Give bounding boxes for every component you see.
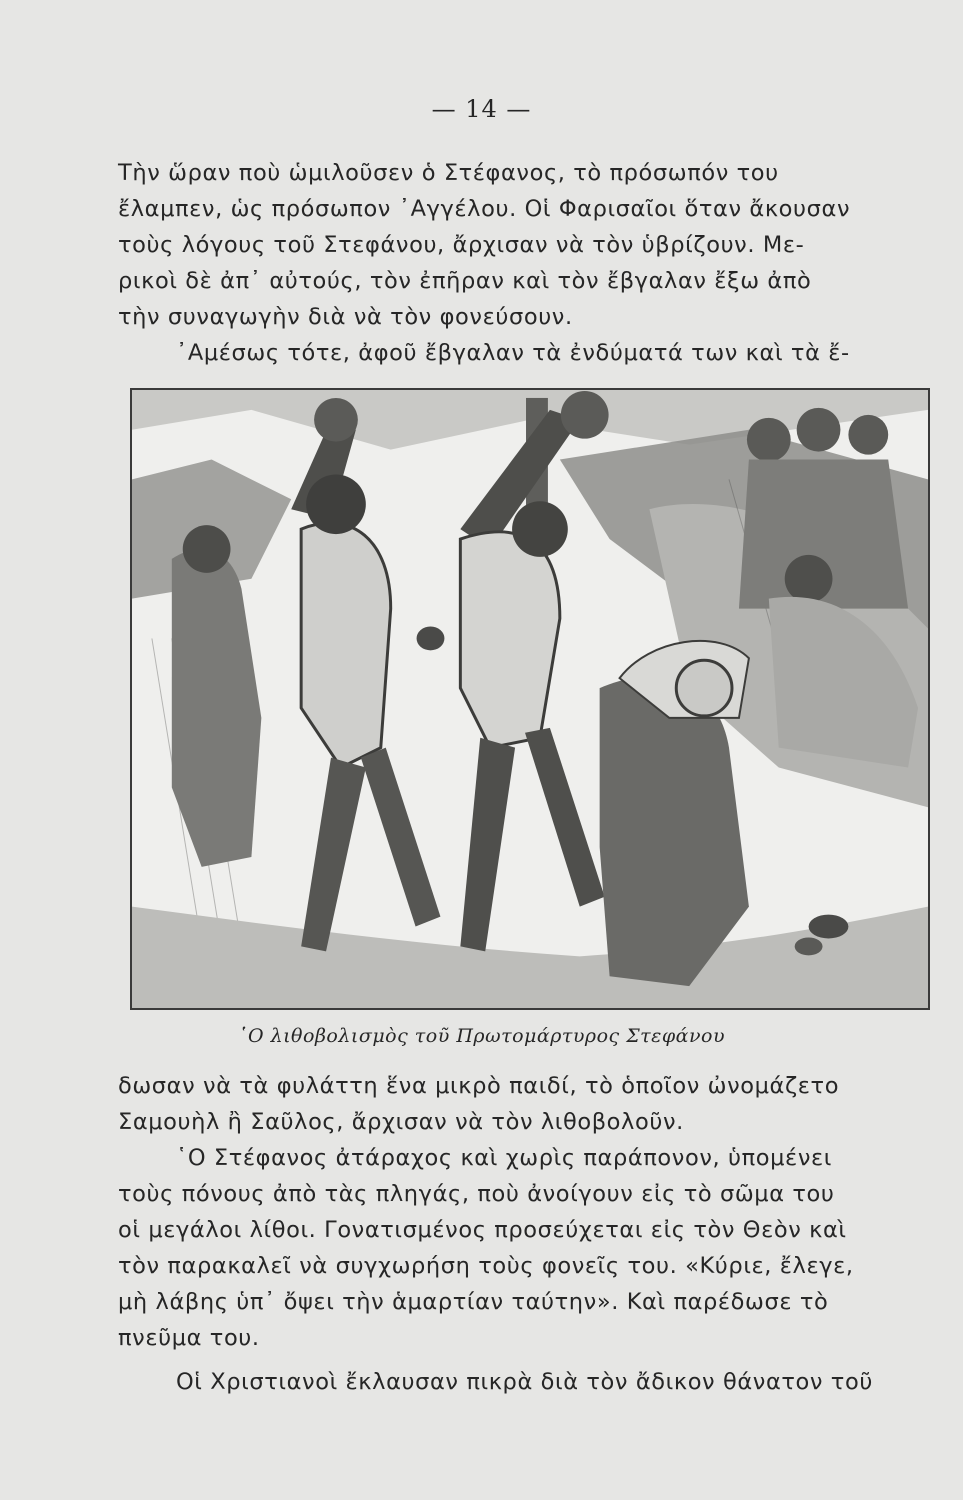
text-line: Τὴν ὥραν ποὺ ὡμιλοῦσεν ὁ Στέφανος, τὸ πρόσωπόν του xyxy=(118,160,779,186)
page-number: — 14 — xyxy=(431,95,532,123)
text-line: ῾Ο Στέφανος ἀτάραχος καὶ χωρὶς παράπονον, ὑπομένει xyxy=(176,1145,832,1171)
text-line: τοὺς πόνους ἀπὸ τὰς πληγάς, ποὺ ἀνοίγουν εἰς τὸ σῶμα του xyxy=(118,1181,835,1207)
text-line: οἱ μεγάλοι λίθοι. Γονατισμένος προσεύχεται εἰς τὸν Θεὸν καὶ xyxy=(118,1217,847,1243)
stoning-illustration xyxy=(130,388,930,1010)
text-line: μὴ λάβης ὑπ᾿ ὄψει τὴν ἁμαρτίαν ταύτην». Καὶ παρέδωσε τὸ xyxy=(118,1289,829,1315)
text-line: ᾿Αμέσως τότε, ἀφοῦ ἔβγαλαν τὰ ἐνδύματά των καὶ τὰ ἔ- xyxy=(176,340,850,366)
text-line: ἔλαμπεν, ὡς πρόσωπον ᾿Αγγέλου. Οἱ Φαρισαῖοι ὅταν ἄκουσαν xyxy=(118,196,851,222)
text-line: Οἱ Χριστιανοὶ ἔκλαυσαν πικρὰ διὰ τὸν ἄδικον θάνατον τοῦ xyxy=(176,1369,873,1395)
text-line: τοὺς λόγους τοῦ Στεφάνου, ἄρχισαν νὰ τὸν ὑβρίζουν. Με- xyxy=(118,232,805,258)
text-line: δωσαν νὰ τὰ φυλάττη ἕνα μικρὸ παιδί, τὸ ὁποῖον ὠνομάζετο xyxy=(118,1073,840,1099)
text-line: τὴν συναγωγὴν διὰ νὰ τὸν φονεύσουν. xyxy=(118,304,573,330)
text-line: Σαμουὴλ ἢ Σαῦλος, ἄρχισαν νὰ τὸν λιθοβολοῦν. xyxy=(118,1109,684,1135)
text-line: πνεῦμα του. xyxy=(118,1325,260,1351)
text-line: τὸν παρακαλεῖ νὰ συγχωρήση τοὺς φονεῖς του. «Κύριε, ἔλεγε, xyxy=(118,1253,854,1279)
text-line: ρικοὶ δὲ ἀπ᾿ αὐτούς, τὸν ἐπῆραν καὶ τὸν ἔβγαλαν ἔξω ἀπὸ xyxy=(118,268,812,294)
engraving-picture xyxy=(132,390,928,1008)
illustration-caption: ῾Ο λιθοβολισμὸς τοῦ Πρωτομάρτυρος Στεφάνου xyxy=(237,1025,726,1047)
